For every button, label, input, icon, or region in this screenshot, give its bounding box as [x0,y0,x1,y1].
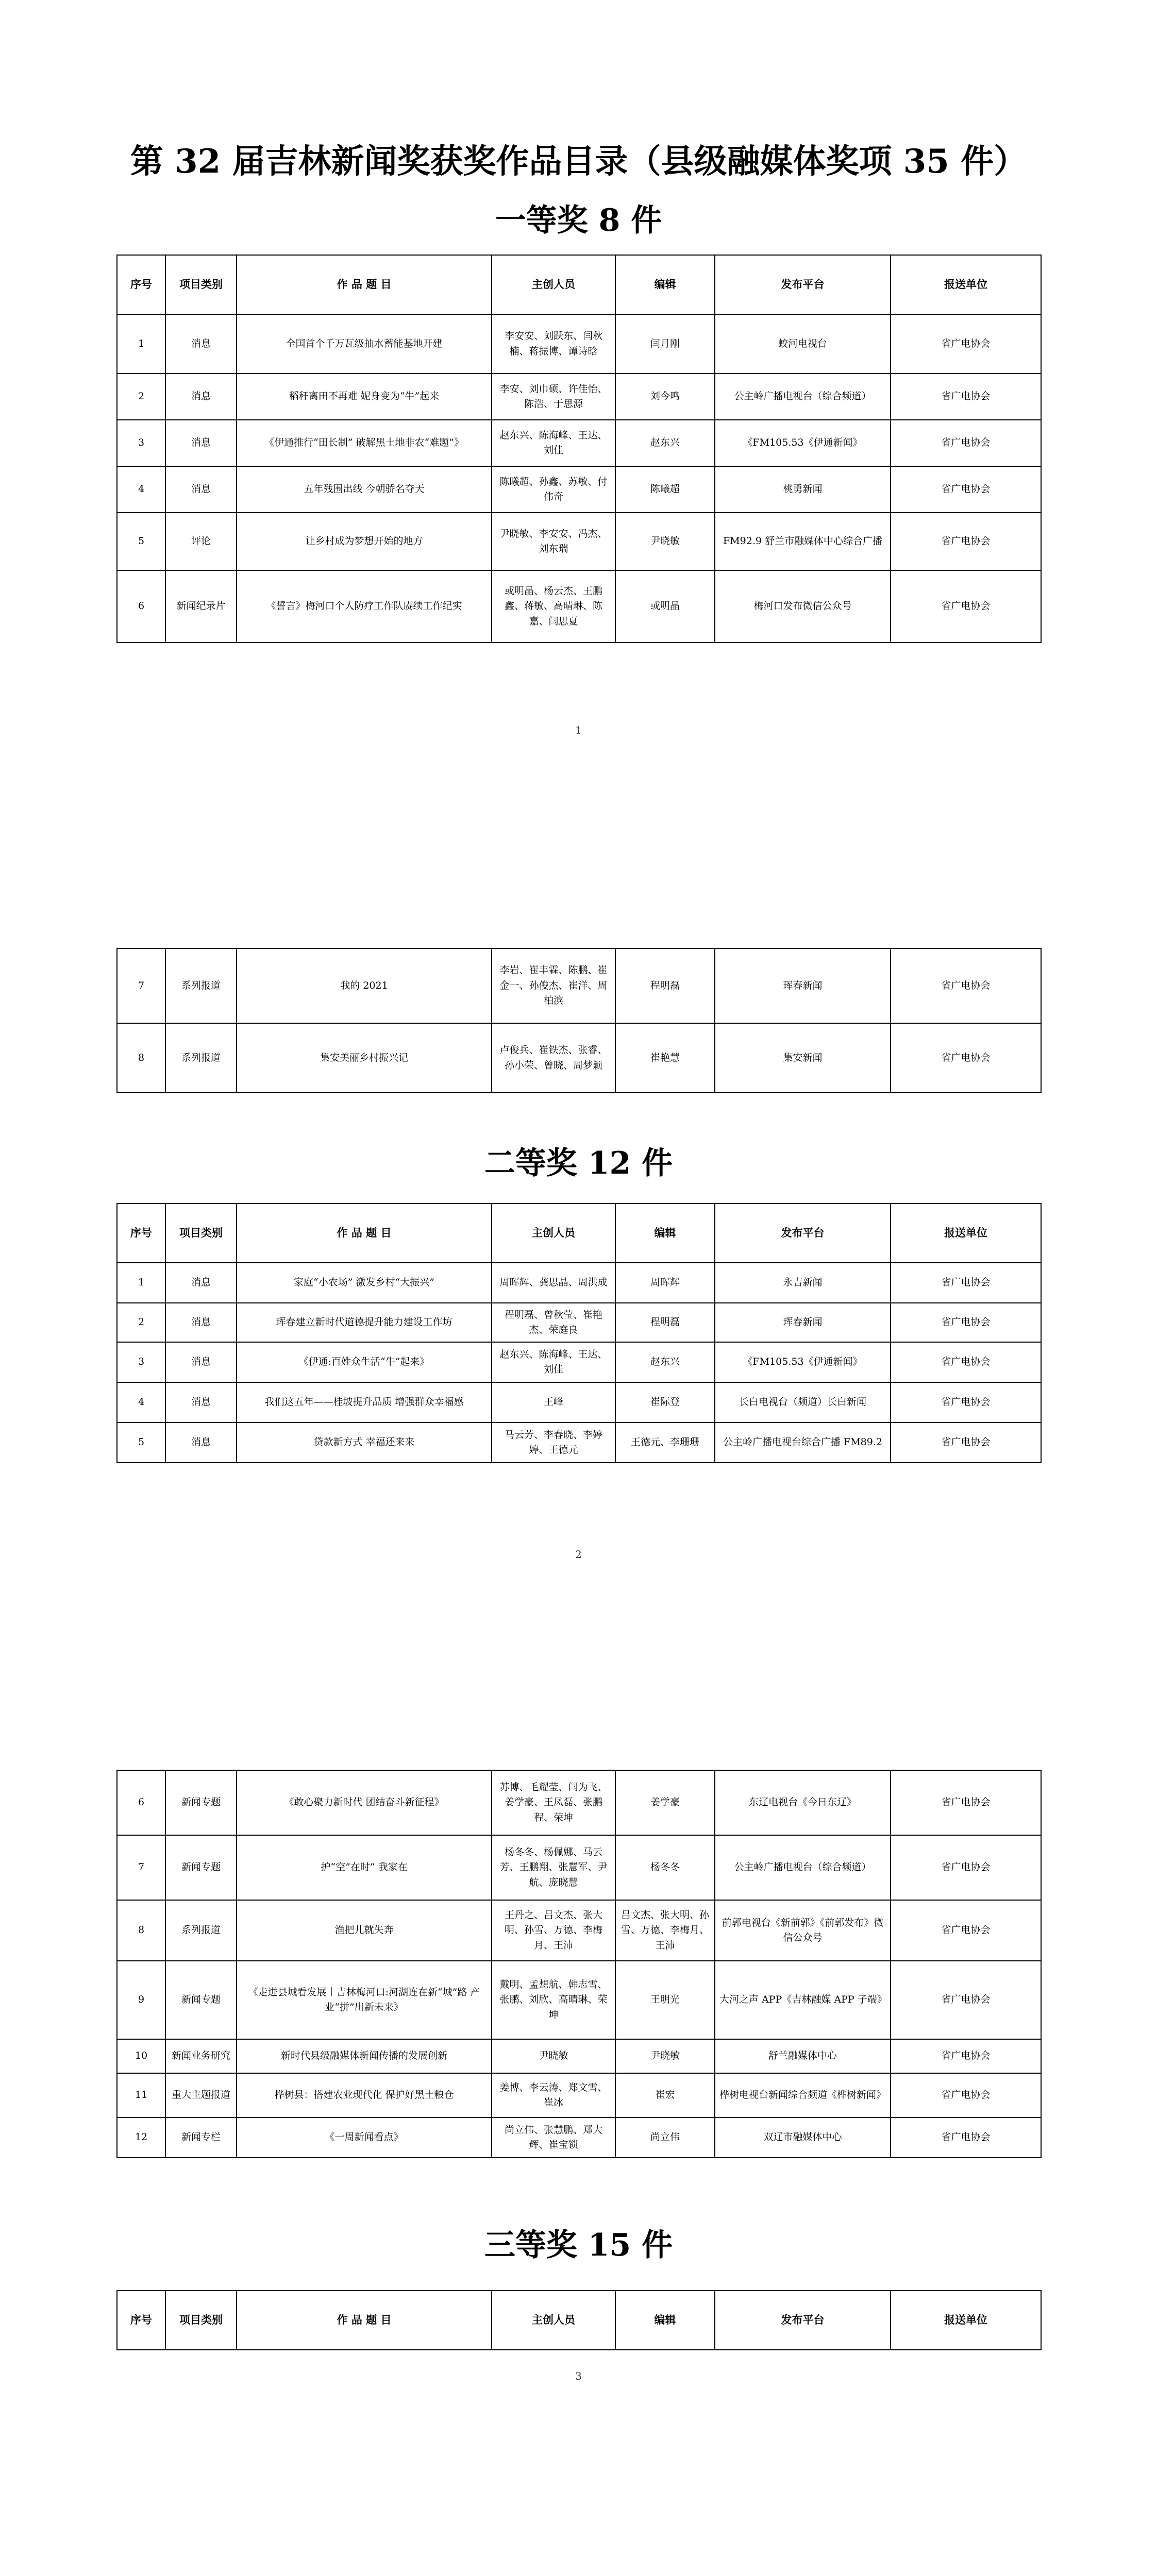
page-title: 第 32 届吉林新闻奖获奖作品目录（县级融媒体奖项 35 件） [130,142,1027,181]
cell-platform: 大河之声 APP《吉林融媒 APP 子端》 [715,1961,891,2039]
cell-category: 消息 [165,374,237,420]
page-number: 3 [575,2370,582,2382]
cell-editor: 或明晶 [615,570,715,642]
cell-category: 新闻专题 [165,1835,237,1900]
second-prize-table [116,1203,1042,1463]
cell-category: 重大主题报道 [165,2073,237,2117]
cell-submitter: 省广电协会 [891,1342,1041,1382]
cell-platform: 桃勇新闻 [715,466,891,513]
column-header: 序号 [117,255,165,314]
cell-index: 1 [117,314,165,374]
cell-editor: 赵东兴 [615,1342,715,1382]
cell-editor: 姜学豪 [615,1770,715,1835]
cell-creators: 或明晶、杨云杰、王鹏鑫、蒋敏、高晴琳、陈嘉、闫思夏 [492,570,615,642]
cell-submitter: 省广电协会 [891,1835,1041,1900]
cell-editor: 陈曦超 [615,466,715,513]
cell-creators: 李安、刘巾硕、许佳怡、陈浩、于思源 [492,374,615,420]
cell-creators: 李安安、刘跃东、闫秋楠、蒋振博、谭诗晗 [492,314,615,374]
cell-work-title: 护“空”在时” 我家在 [237,1835,492,1900]
column-header: 发布平台 [715,1204,891,1263]
cell-category: 消息 [165,1382,237,1422]
cell-platform: 公主岭广播电视台（综合频道） [715,374,891,420]
cell-submitter: 省广电协会 [891,1961,1041,2039]
cell-work-title: 《敢心聚力新时代 团结奋斗新征程》 [237,1770,492,1835]
cell-work-title: 我的 2021 [237,948,492,1023]
cell-index: 6 [117,570,165,642]
column-header: 发布平台 [715,255,891,314]
cell-category: 消息 [165,1342,237,1382]
cell-creators: 尹晓敏、李安安、冯杰、刘东瑞 [492,513,615,570]
column-header: 项目类别 [165,255,237,314]
cell-index: 3 [117,1342,165,1382]
cell-submitter: 省广电协会 [891,1382,1041,1422]
cell-editor: 王明光 [615,1961,715,2039]
column-header: 主创人员 [492,2291,615,2350]
cell-submitter: 省广电协会 [891,513,1041,570]
page-number: 1 [575,724,582,736]
cell-creators: 苏博、毛耀莹、闫为飞、姜学豪、王凤磊、张鹏程、荣坤 [492,1770,615,1835]
cell-creators: 程明磊、曾秋莹、崔艳杰、荣庭良 [492,1303,615,1342]
cell-index: 4 [117,1382,165,1422]
cell-platform: 东辽电视台《今日东辽》 [715,1770,891,1835]
column-header: 序号 [117,2291,165,2350]
cell-submitter: 省广电协会 [891,2073,1041,2117]
cell-editor: 崔际登 [615,1382,715,1422]
column-header: 主创人员 [492,255,615,314]
cell-editor: 程明磊 [615,948,715,1023]
second-prize-table-continued [116,1770,1042,2158]
cell-platform: 公主岭广播电视台（综合频道） [715,1835,891,1900]
first-prize-table [116,255,1042,643]
cell-work-title: 稻秆离田不再难 妮身变为“牛”起来 [237,374,492,420]
table-row [117,570,1041,642]
cell-category: 新闻专题 [165,1770,237,1835]
cell-creators: 赵东兴、陈海峰、王达、刘佳 [492,1342,615,1382]
cell-submitter: 省广电协会 [891,1263,1041,1303]
first-prize-table-continued [116,948,1042,1093]
cell-submitter: 省广电协会 [891,1770,1041,1835]
cell-category: 消息 [165,420,237,466]
cell-editor: 周晖辉 [615,1263,715,1303]
cell-index: 9 [117,1961,165,2039]
cell-editor: 吕文杰、张大明、孙雪、万德、李梅月、王沛 [615,1900,715,1961]
cell-platform: 梅河口发布微信公众号 [715,570,891,642]
cell-submitter: 省广电协会 [891,374,1041,420]
cell-creators: 杨冬冬、杨佩娜、马云芳、王鹏翔、张慧军、尹航、庞晓慧 [492,1835,615,1900]
cell-index: 11 [117,2073,165,2117]
cell-creators: 周晖辉、龚思晶、周洪成 [492,1263,615,1303]
cell-platform: 蛟河电视台 [715,314,891,374]
column-header: 作 品 题 目 [237,2291,492,2350]
table-row [117,420,1041,466]
cell-category: 新闻专题 [165,1961,237,2039]
column-header: 项目类别 [165,2291,237,2350]
column-header: 项目类别 [165,1204,237,1263]
cell-editor: 尚立伟 [615,2117,715,2158]
cell-category: 消息 [165,466,237,513]
column-header: 作 品 题 目 [237,255,492,314]
page-number: 2 [575,1548,582,1561]
cell-platform: 永吉新闻 [715,1263,891,1303]
cell-platform: 双辽市融媒体中心 [715,2117,891,2158]
section-title-second-prize: 二等奖 12 件 [484,1145,673,1181]
cell-creators: 戴明、孟想航、韩志雪、张鹏、刘欣、高晴琳、荣坤 [492,1961,615,2039]
cell-work-title: 《走进县城看发展丨吉林梅河口:河湖连在新“城”路 产业“拼”出新未来》 [237,1961,492,2039]
table-row [117,513,1041,570]
cell-work-title: 我们这五年——桂坡提升品质 增强群众幸福感 [237,1382,492,1422]
cell-work-title: 《一周新闻看点》 [237,2117,492,2158]
table-row [117,466,1041,513]
column-header: 报送单位 [891,2291,1041,2350]
table-row [117,1770,1041,1835]
table-header-row [117,255,1041,314]
cell-work-title: 五年残围出线 今朝骄名夺天 [237,466,492,513]
table-row [117,1900,1041,1961]
column-header: 发布平台 [715,2291,891,2350]
cell-platform: 长白电视台（频道）长白新闻 [715,1382,891,1422]
column-header: 报送单位 [891,1204,1041,1263]
cell-submitter: 省广电协会 [891,314,1041,374]
cell-creators: 赵东兴、陈海峰、王达、刘佳 [492,420,615,466]
cell-creators: 尹晓敏 [492,2039,615,2073]
cell-category: 新闻纪录片 [165,570,237,642]
cell-category: 系列报道 [165,948,237,1023]
table-row [117,1382,1041,1422]
cell-submitter: 省广电协会 [891,2117,1041,2158]
cell-submitter: 省广电协会 [891,1900,1041,1961]
cell-platform: 公主岭广播电视台综合广播 FM89.2 [715,1422,891,1463]
cell-creators: 马云芳、李春晓、李婷婷、王德元 [492,1422,615,1463]
cell-platform: 舒兰融媒体中心 [715,2039,891,2073]
cell-index: 5 [117,513,165,570]
cell-work-title: 渔把儿就失奔 [237,1900,492,1961]
column-header: 编辑 [615,2291,715,2350]
cell-index: 4 [117,466,165,513]
column-header: 序号 [117,1204,165,1263]
cell-platform: FM92.9 舒兰市融媒体中心综合广播 [715,513,891,570]
cell-index: 6 [117,1770,165,1835]
cell-index: 2 [117,374,165,420]
table-row [117,1263,1041,1303]
cell-category: 新闻业务研究 [165,2039,237,2073]
cell-index: 12 [117,2117,165,2158]
cell-creators: 王峰 [492,1382,615,1422]
column-header: 编辑 [615,255,715,314]
cell-platform: 珲春新闻 [715,948,891,1023]
column-header: 作 品 题 目 [237,1204,492,1263]
cell-category: 评论 [165,513,237,570]
cell-index: 5 [117,1422,165,1463]
cell-category: 系列报道 [165,1900,237,1961]
cell-work-title: 《誓言》梅河口个人防疗工作队赓续工作纪实 [237,570,492,642]
cell-platform: 《FM105.53《伊通新闻》 [715,1342,891,1382]
column-header: 编辑 [615,1204,715,1263]
cell-index: 3 [117,420,165,466]
cell-work-title: 全国首个千万瓦级抽水蓄能基地开建 [237,314,492,374]
cell-editor: 崔宏 [615,2073,715,2117]
table-row [117,1835,1041,1900]
cell-editor: 闫月刚 [615,314,715,374]
column-header: 报送单位 [891,255,1041,314]
cell-category: 新闻专栏 [165,2117,237,2158]
cell-work-title: 让乡村成为梦想开始的地方 [237,513,492,570]
cell-editor: 刘今鸣 [615,374,715,420]
cell-category: 消息 [165,1422,237,1463]
table-header-row [117,1204,1041,1263]
table-row [117,1303,1041,1342]
cell-submitter: 省广电协会 [891,948,1041,1023]
cell-submitter: 省广电协会 [891,1422,1041,1463]
cell-work-title: 珲春建立新时代道德提升能力建设工作坊 [237,1303,492,1342]
cell-work-title: 新时代县级融媒体新闻传播的发展创新 [237,2039,492,2073]
cell-work-title: 《伊通:百姓众生活“牛”起来》 [237,1342,492,1382]
cell-creators: 姜博、李云涛、郑文雪、崔冰 [492,2073,615,2117]
table-row [117,2117,1041,2158]
cell-work-title: 贷款新方式 幸福还来来 [237,1422,492,1463]
cell-index: 1 [117,1263,165,1303]
table-row [117,948,1041,1023]
cell-work-title: 桦树县：搭建农业现代化 保护好黑土粮仓 [237,2073,492,2117]
cell-platform: 珲春新闻 [715,1303,891,1342]
table-row [117,1961,1041,2039]
cell-work-title: 集安美丽乡村振兴记 [237,1023,492,1093]
table-row [117,1342,1041,1382]
cell-category: 消息 [165,1303,237,1342]
column-header: 主创人员 [492,1204,615,1263]
cell-work-title: 家庭“小农场” 激发乡村“大振兴” [237,1263,492,1303]
table-row [117,1422,1041,1463]
section-title-first-prize: 一等奖 8 件 [495,202,662,239]
cell-submitter: 省广电协会 [891,570,1041,642]
table-row [117,2073,1041,2117]
cell-editor: 杨冬冬 [615,1835,715,1900]
cell-editor: 崔艳慧 [615,1023,715,1093]
table-row [117,374,1041,420]
cell-index: 10 [117,2039,165,2073]
cell-index: 8 [117,1900,165,1961]
cell-category: 系列报道 [165,1023,237,1093]
cell-work-title: 《伊通推行“田长制” 破解黑土地非农“难题”》 [237,420,492,466]
cell-submitter: 省广电协会 [891,420,1041,466]
cell-editor: 尹晓敏 [615,2039,715,2073]
cell-editor: 王德元、李珊珊 [615,1422,715,1463]
cell-editor: 尹晓敏 [615,513,715,570]
cell-platform: 桦树电视台新闻综合频道《桦树新闻》 [715,2073,891,2117]
section-title-third-prize: 三等奖 15 件 [484,2227,673,2263]
cell-creators: 王丹之、吕文杰、张大明、孙雪、万德、李梅月、王沛 [492,1900,615,1961]
third-prize-table-header [116,2290,1042,2350]
cell-creators: 尚立伟、张慧鹏、郑大辉、崔宝锁 [492,2117,615,2158]
cell-platform: 《FM105.53《伊通新闻》 [715,420,891,466]
cell-category: 消息 [165,314,237,374]
cell-index: 7 [117,948,165,1023]
table-row [117,314,1041,374]
table-row [117,1023,1041,1093]
table-row [117,2039,1041,2073]
cell-creators: 陈曦超、孙鑫、苏敏、付伟奇 [492,466,615,513]
cell-submitter: 省广电协会 [891,2039,1041,2073]
cell-index: 2 [117,1303,165,1342]
cell-index: 8 [117,1023,165,1093]
table-header-row [117,2291,1041,2350]
cell-submitter: 省广电协会 [891,1023,1041,1093]
cell-editor: 赵东兴 [615,420,715,466]
cell-editor: 程明磊 [615,1303,715,1342]
cell-index: 7 [117,1835,165,1900]
cell-creators: 卢俊兵、崔铁杰、张睿、孙小荣、曾晓、周梦颖 [492,1023,615,1093]
cell-platform: 集安新闻 [715,1023,891,1093]
cell-submitter: 省广电协会 [891,466,1041,513]
cell-creators: 李岩、崔丰霖、陈鹏、崔金一、孙俊杰、崔洋、周柏滨 [492,948,615,1023]
cell-category: 消息 [165,1263,237,1303]
cell-platform: 前郭电视台《新前郭》《前郭发布》微信公众号 [715,1900,891,1961]
cell-submitter: 省广电协会 [891,1303,1041,1342]
